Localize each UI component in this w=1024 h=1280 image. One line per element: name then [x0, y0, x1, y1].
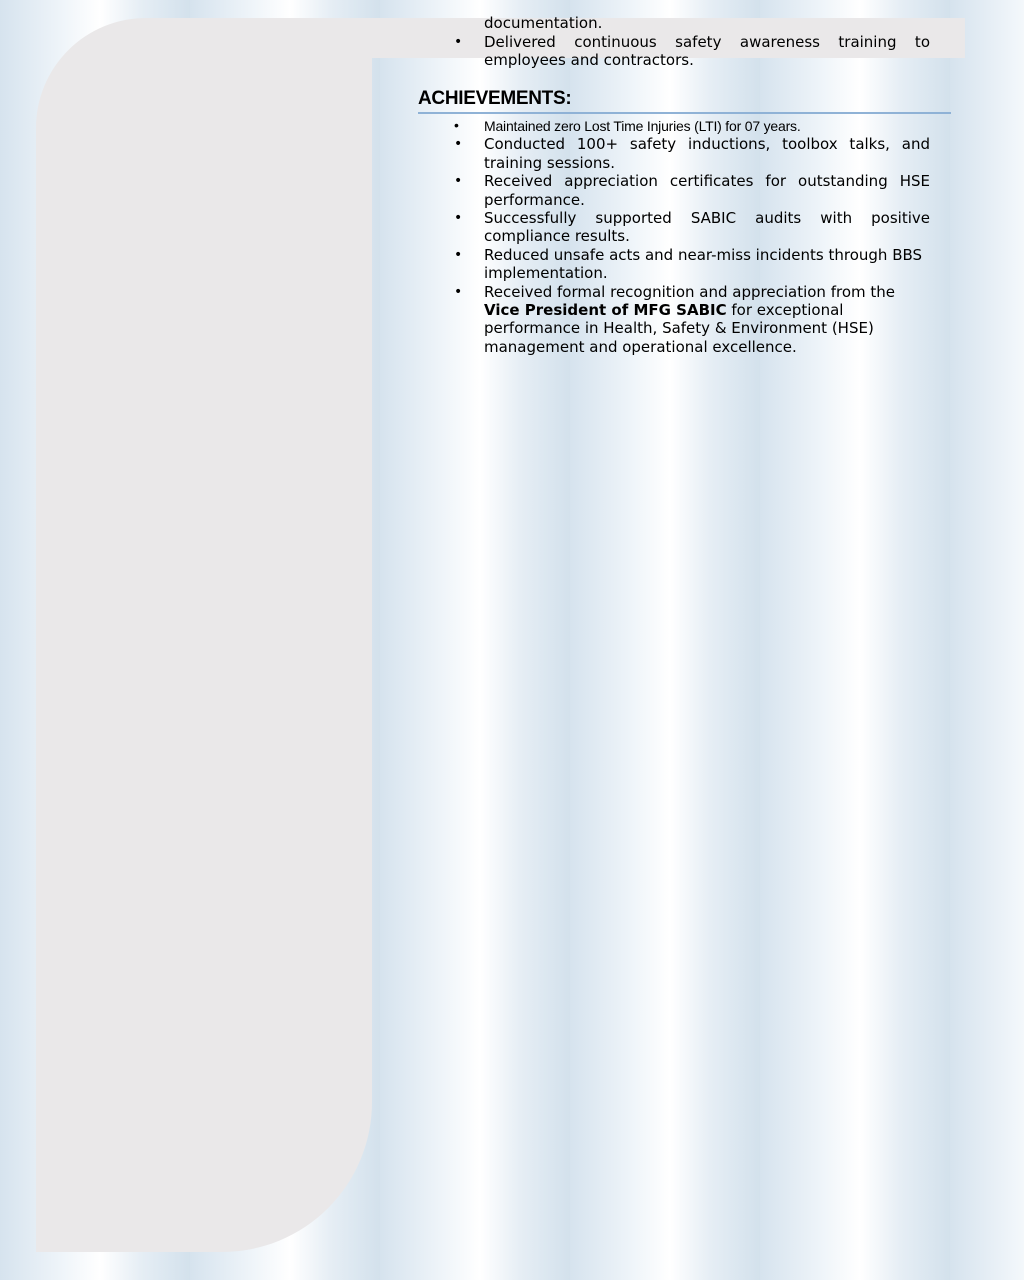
continued-text: documentation. — [484, 14, 603, 32]
recognition-text-before: Received formal recognition and appreciation from the — [484, 282, 895, 301]
list-item-text: Received appreciation certificates for outstanding HSE performance. — [484, 172, 930, 209]
list-item — [418, 116, 930, 135]
recognition-text-bold: Vice President of MFG SABIC — [484, 301, 727, 320]
bullet-icon: • — [454, 173, 463, 190]
list-item — [418, 33, 930, 70]
list-item — [418, 172, 930, 209]
list-item — [418, 283, 930, 357]
bullet-icon: • — [454, 210, 463, 227]
list-item-text: Reduced unsafe acts and near-miss incidents through BBS implementation. — [484, 245, 923, 283]
list-item — [418, 209, 930, 246]
bullet-icon: • — [454, 283, 463, 300]
top-list — [418, 33, 930, 70]
bullet-icon: • — [454, 246, 463, 263]
recognition-text-after: for exceptional performance in Health, Safety & Environment (HSE) management and operational excellence. — [484, 301, 874, 356]
achievements-section — [418, 116, 930, 356]
list-item-text: Conducted 100+ safety inductions, toolbox talks, and training sessions. — [484, 135, 930, 172]
bullet-icon: • — [454, 34, 463, 50]
bullet-icon: • — [454, 117, 459, 133]
list-item — [418, 246, 930, 283]
list-item-text: Successfully supported SABIC audits with positive compliance results. — [484, 209, 930, 246]
list-item-text: Maintained zero Lost Time Injuries (LTI) for 07 years. — [484, 118, 801, 134]
achievements-list — [418, 116, 930, 356]
section-heading-achievements: ACHIEVEMENTS: — [418, 88, 951, 114]
list-item-text — [484, 283, 930, 357]
list-item-text: Delivered continuous safety awareness training to employees and contractors. — [484, 33, 930, 70]
list-item — [418, 135, 930, 172]
sidebar-panel — [36, 18, 372, 1252]
bullet-icon: • — [454, 136, 463, 153]
